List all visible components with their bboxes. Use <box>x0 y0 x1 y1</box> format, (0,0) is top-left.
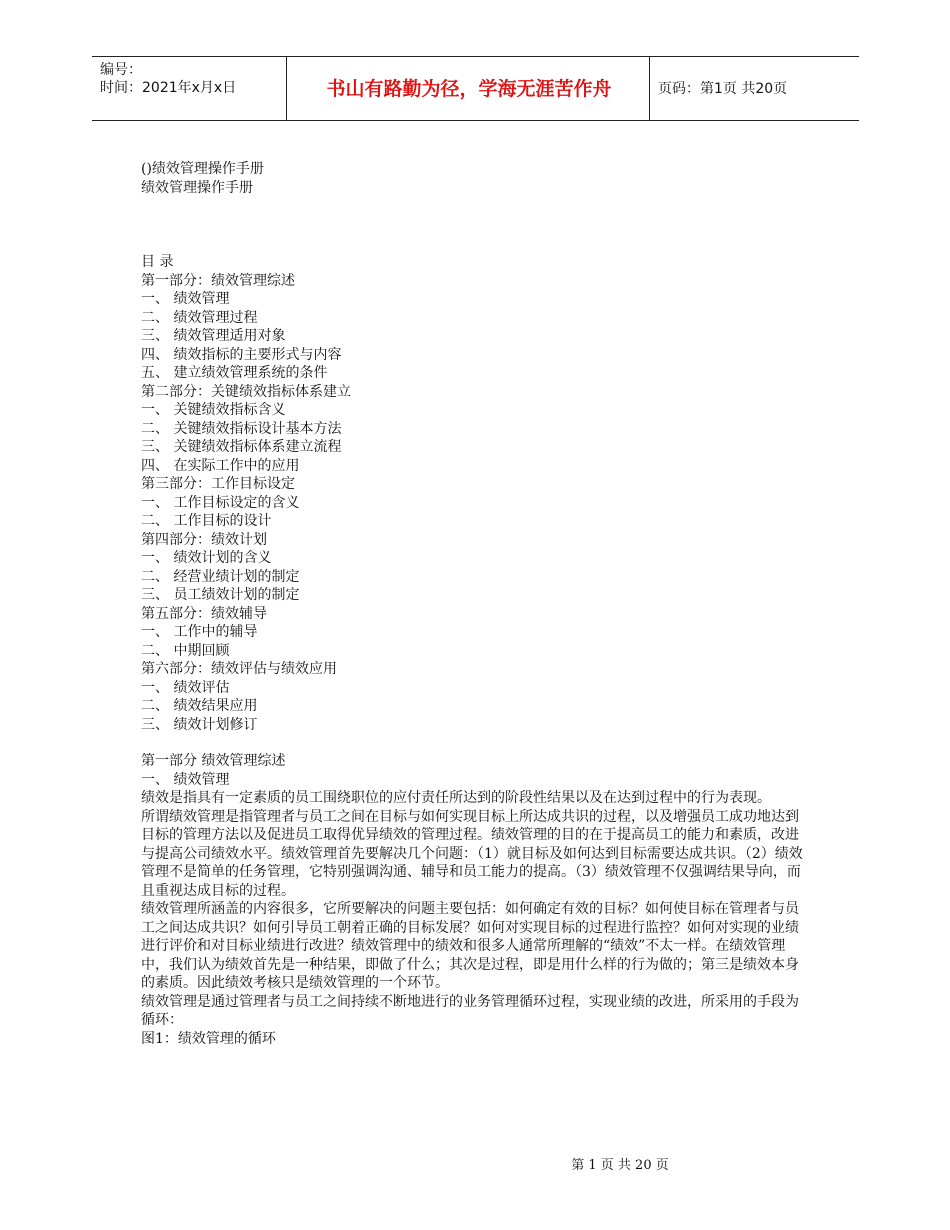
document-content <box>141 160 811 1048</box>
page-footer <box>0 1158 950 1174</box>
toc-item: 四、 绩效指标的主要形式与内容 <box>141 346 342 363</box>
body-paragraph: 绩效管理所涵盖的内容很多，它所要解决的问题主要包括：如何确定有效的目标？如何使目标在管理者与员工之间达成共识？如何引导员工朝着正确的目标发展？如何对实现目标的过程进行监控？如何对实现的业绩进行评价和对目标业绩进行改进？绩效管理中的绩效和很多人通常所理解的“绩效”不太一样。在绩效管理中，我们认为绩效首先是一种结果，即做了什么；其次是过程，即是用什么样的行为做的；第三是绩效本身的素质。因此绩效考核只是绩效管理的一个环节。 <box>141 901 799 991</box>
body-paragraph: 所谓绩效管理是指管理者与员工之间在目标与如何实现目标上所达成共识的过程，以及增强员工成功地达到目标的管理方法以及促进员工取得优异绩效的管理过程。绩效管理的目的在于提高员工的能力和素质，改进与提高公司绩效水平。绩效管理首先要解决几个问题：（1）就目标及如何达到目标需要达成共识。（2）绩效管理不是简单的任务管理，它特别强调沟通、辅导和员工能力的提高。（3）绩效管理不仅强调结果导向，而且重视达成目标的过程。 <box>141 808 803 899</box>
toc-item: 第一部分：绩效管理综述 <box>141 272 295 289</box>
spacer <box>141 197 811 253</box>
toc-item: 一、 绩效计划的含义 <box>141 550 272 566</box>
time-label: 时间：2021年x月x日 <box>100 80 237 96</box>
header-divider-left <box>286 57 287 121</box>
toc-item: 二、 绩效管理过程 <box>141 309 258 326</box>
sub-heading: 一、 绩效管理 <box>141 771 230 788</box>
toc-item: 三、 员工绩效计划的制定 <box>141 587 300 603</box>
body-paragraph: 图1：绩效管理的循环 <box>141 1030 276 1047</box>
body-paragraph: 绩效管理是通过管理者与员工之间持续不断地进行的业务管理循环过程，实现业绩的改进，所采用的手段为循环： <box>141 993 799 1028</box>
spacer <box>141 734 811 752</box>
toc-item: 二、 绩效结果应用 <box>141 698 258 714</box>
toc-item: 二、 工作目标的设计 <box>141 513 272 529</box>
number-label: 编号： <box>100 62 142 78</box>
toc-item: 第六部分：绩效评估与绩效应用 <box>141 661 337 677</box>
toc-item: 五、 建立绩效管理系统的条件 <box>141 365 328 381</box>
body-paragraph: 绩效是指具有一定素质的员工围绕职位的应付责任所达到的阶段性结果以及在达到过程中的行为表现。 <box>141 790 771 806</box>
toc-item: 第五部分：绩效辅导 <box>141 605 267 622</box>
footer-page-number: 第 1 页 共 20 页 <box>571 1158 669 1173</box>
toc-item: 三、 绩效管理适用对象 <box>141 328 286 344</box>
header-motto: 书山有路勤为径，学海无涯苦作舟 <box>326 78 612 100</box>
section-heading: 第一部分 绩效管理综述 <box>141 753 286 769</box>
toc-item: 一、 工作中的辅导 <box>141 624 258 640</box>
toc-item: 第二部分：关键绩效指标体系建立 <box>141 383 351 400</box>
toc-item: 三、 绩效计划修订 <box>141 716 258 733</box>
toc-item: 一、 绩效评估 <box>141 679 230 696</box>
toc-item: 一、 关键绩效指标含义 <box>141 402 286 418</box>
body-text <box>141 789 811 1048</box>
header-meta <box>100 61 236 97</box>
table-of-contents <box>141 272 811 735</box>
toc-item: 一、 绩效管理 <box>141 291 230 307</box>
toc-heading: 目 录 <box>141 254 174 270</box>
toc-item: 第四部分：绩效计划 <box>141 531 267 548</box>
header-divider-right <box>649 57 650 121</box>
document-header <box>92 56 859 121</box>
toc-item: 二、 关键绩效指标设计基本方法 <box>141 420 342 437</box>
toc-item: 二、 经营业绩计划的制定 <box>141 568 300 585</box>
toc-item: 第三部分：工作目标设定 <box>141 476 295 492</box>
toc-item: 二、 中期回顾 <box>141 642 230 659</box>
document-title-line1: ()绩效管理操作手册 <box>141 161 264 177</box>
toc-item: 一、 工作目标设定的含义 <box>141 494 300 511</box>
document-title-line2: 绩效管理操作手册 <box>141 179 253 196</box>
toc-item: 四、 在实际工作中的应用 <box>141 457 300 474</box>
header-page-info: 页码：第1页 共20页 <box>658 81 788 97</box>
toc-item: 三、 关键绩效指标体系建立流程 <box>141 439 342 455</box>
